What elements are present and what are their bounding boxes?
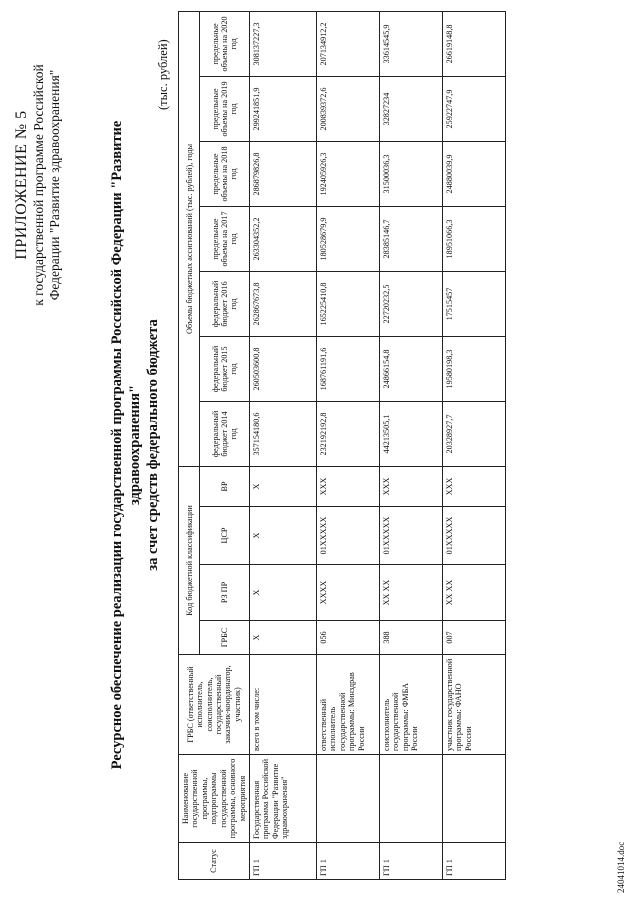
- cell-value-2020: 207134912,2: [316, 11, 379, 76]
- resource-table: [178, 11, 506, 880]
- cell-grbs: соисполнитель государственной программы: ФМБА России: [379, 655, 442, 755]
- cell-value-2020: 33614545,9: [379, 11, 442, 76]
- cell-value-2018: 192405926,3: [316, 142, 379, 207]
- header-code-rzpr: РЗ ПР: [200, 565, 250, 621]
- cell-code-csr: Х: [249, 507, 316, 565]
- document-title: [108, 65, 162, 825]
- cell-value-2014: 357154180,6: [249, 402, 316, 467]
- cell-value-2014: 44213505,1: [379, 402, 442, 467]
- header-code-vr: ВР: [200, 467, 250, 507]
- cell-value-2016: 165225410,8: [316, 272, 379, 337]
- cell-code-rzpr: XXXX: [316, 565, 379, 621]
- document-title-line2: за счет средств федерального бюджета: [145, 319, 162, 571]
- cell-code-grbs: 007: [442, 621, 505, 655]
- cell-code-rzpr: Х: [249, 565, 316, 621]
- header-year-2020: предельные объемы на 2020 год: [200, 11, 250, 76]
- appendix-header: [12, 20, 64, 350]
- cell-value-2019: 32827234: [379, 77, 442, 142]
- cell-value-2014: 20328927,7: [442, 402, 505, 467]
- appendix-subtitle-line2: Федерации "Развитие здравоохранения": [47, 69, 63, 301]
- appendix-title: ПРИЛОЖЕНИЕ № 5: [13, 110, 30, 260]
- header-code-csr: ЦСР: [200, 507, 250, 565]
- cell-grbs: участник государственной программы: ФАНО России: [442, 655, 505, 755]
- cell-value-2017: 180528679,9: [316, 207, 379, 272]
- cell-status: ГП 1: [249, 843, 316, 880]
- cell-code-rzpr: XX XX: [379, 565, 442, 621]
- header-year-2019: предельные объемы на 2019 год: [200, 77, 250, 142]
- cell-status: ГП 1: [379, 843, 442, 880]
- cell-code-vr: Х: [249, 467, 316, 507]
- document-title-line1: Ресурсное обеспечение реализации государственной программы Российской Федерации "Развитие здравоохранения": [109, 120, 144, 770]
- cell-code-grbs: 056: [316, 621, 379, 655]
- cell-value-2016: 22720232,5: [379, 272, 442, 337]
- cell-value-2016: 17515457: [442, 272, 505, 337]
- cell-value-2015: 19580198,3: [442, 337, 505, 402]
- cell-code-csr: 01XXXXX: [442, 507, 505, 565]
- cell-name: [316, 755, 379, 843]
- cell-name: [442, 755, 505, 843]
- cell-code-grbs: 388: [379, 621, 442, 655]
- cell-code-rzpr: XX XX: [442, 565, 505, 621]
- cell-code-csr: 01XXXXX: [379, 507, 442, 565]
- cell-code-vr: XXX: [316, 467, 379, 507]
- header-status: Статус: [179, 843, 250, 880]
- cell-value-2019: 200839372,6: [316, 77, 379, 142]
- cell-value-2019: 299241851,9: [249, 77, 316, 142]
- header-year-2016: федеральный бюджет 2016 год: [200, 272, 250, 337]
- cell-code-grbs: Х: [249, 621, 316, 655]
- cell-value-2020: 308137227,3: [249, 11, 316, 76]
- cell-code-vr: XXX: [442, 467, 505, 507]
- cell-grbs: ответственный исполнитель государственной программы: Минздрав России: [316, 655, 379, 755]
- cell-status: ГП 1: [316, 843, 379, 880]
- table-row: [442, 11, 505, 879]
- header-year-2015: федеральный бюджет 2015 год: [200, 337, 250, 402]
- header-budget-code: Код бюджетной классификации: [179, 467, 200, 655]
- header-year-2018: предельные объемы на 2018 год: [200, 142, 250, 207]
- cell-value-2014: 232192192,8: [316, 402, 379, 467]
- cell-value-2015: 168761191,6: [316, 337, 379, 402]
- cell-name: [379, 755, 442, 843]
- cell-status: ГП 1: [442, 843, 505, 880]
- table-row: [379, 11, 442, 879]
- header-year-2017: предельные объемы на 2017 год: [200, 207, 250, 272]
- cell-code-vr: XXX: [379, 467, 442, 507]
- cell-value-2015: 260503600,8: [249, 337, 316, 402]
- cell-name: Государственная программа Российской Федерации "Развитие здравоохранения": [249, 755, 316, 843]
- cell-value-2018: 286879826,8: [249, 142, 316, 207]
- header-code-grbs: ГРБС: [200, 621, 250, 655]
- cell-value-2016: 262867673,8: [249, 272, 316, 337]
- table-row: [249, 11, 316, 879]
- table-row: [316, 11, 379, 879]
- footer-file-code: 24041014.doc: [616, 841, 626, 893]
- cell-value-2018: 24880039,9: [442, 142, 505, 207]
- cell-value-2018: 31500036,3: [379, 142, 442, 207]
- header-name: Наименование государственной программы, подпрограммы государственной программы, основного мероприятия: [179, 755, 250, 843]
- cell-value-2019: 25922747,9: [442, 77, 505, 142]
- units-label: (тыс. рублей): [156, 39, 170, 110]
- cell-value-2017: 18951066,3: [442, 207, 505, 272]
- header-grbs: ГРБС (ответственный исполнитель, соисполнитель, государственный заказчик-координатор, участник): [179, 655, 250, 755]
- cell-value-2020: 26619148,8: [442, 11, 505, 76]
- cell-value-2015: 24866154,8: [379, 337, 442, 402]
- cell-code-csr: 01XXXXX: [316, 507, 379, 565]
- header-year-2014: федеральный бюджет 2014 год: [200, 402, 250, 467]
- header-volumes: Объемы бюджетных ассигнований (тыс. рублей), годы: [179, 11, 200, 466]
- appendix-subtitle-line1: к государственной программе Российской: [31, 64, 47, 306]
- cell-grbs: всего в том числе:: [249, 655, 316, 755]
- cell-value-2017: 263304352,2: [249, 207, 316, 272]
- cell-value-2017: 28385146,7: [379, 207, 442, 272]
